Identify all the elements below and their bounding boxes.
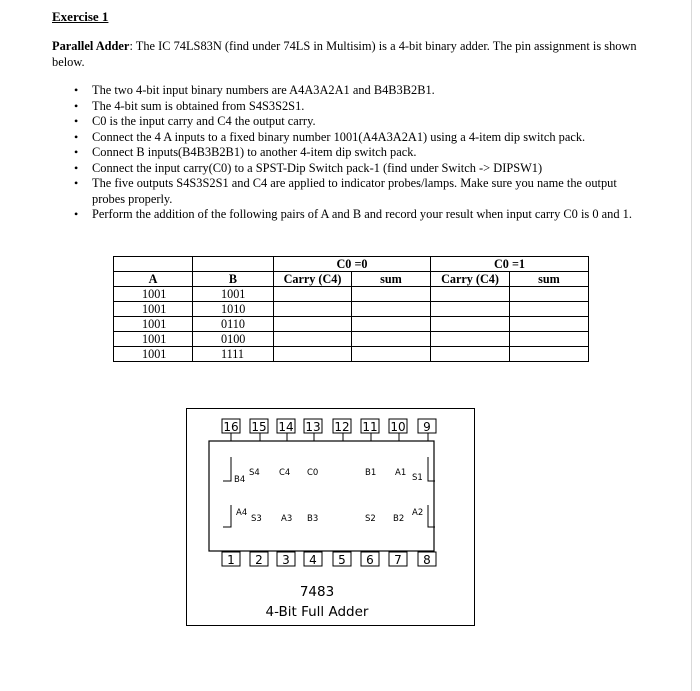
list-item: • The five outputs S4S3S2S1 and C4 are applied to indicator probes/lamps. Make sure you name the output probes properly.: [74, 176, 617, 206]
header-b: B: [193, 272, 274, 287]
label-a3: A3: [281, 514, 293, 524]
cell-a: 1001: [114, 287, 193, 302]
header-c0-1: C0 =1: [431, 257, 589, 272]
bottom-pin-row: [222, 552, 436, 567]
bottom-pin-number: 1: [227, 553, 235, 567]
table-row: [114, 347, 589, 362]
table-row: [114, 317, 589, 332]
label-a1: A1: [395, 468, 407, 478]
label-b3: B3: [307, 514, 319, 524]
header-a: A: [114, 272, 193, 287]
bottom-pin-number: 7: [394, 553, 402, 567]
bottom-pin-number: 2: [255, 553, 263, 567]
instruction-list: [70, 83, 640, 223]
top-pin-number: 11: [362, 420, 378, 434]
label-s4: S4: [249, 468, 260, 478]
results-table: [113, 256, 589, 362]
top-pin-row: [222, 419, 436, 434]
top-pin-number: 16: [223, 420, 239, 434]
bottom-pin-number: 3: [282, 553, 290, 567]
label-b4: B4: [234, 475, 246, 485]
chip-description: 4-Bit Full Adder: [265, 604, 369, 620]
list-item: • Perform the addition of the following pairs of A and B and record your result when input carry C0 is 0 and 1.: [74, 207, 632, 221]
label-b1: B1: [365, 468, 377, 478]
header-sum-0: sum: [352, 272, 431, 287]
bullet-icon: •: [74, 160, 79, 175]
header-sum-1: sum: [510, 272, 589, 287]
bullet-icon: •: [74, 176, 79, 190]
label-s3: S3: [251, 514, 262, 524]
bullet-icon: •: [74, 129, 79, 144]
cell-b: 0110: [193, 317, 274, 332]
cell-a: 1001: [114, 347, 193, 362]
header-c0-0: C0 =0: [274, 257, 431, 272]
cell-a: 1001: [114, 302, 193, 317]
label-a2: A2: [412, 508, 424, 518]
top-pin-number: 9: [423, 420, 431, 434]
header-carry-0: Carry (C4): [274, 272, 352, 287]
cell-b: 1111: [193, 347, 274, 362]
list-item: • The two 4-bit input binary numbers are A4A3A2A1 and B4B3B2B1.: [74, 83, 435, 97]
top-pin-number: 13: [305, 420, 321, 434]
part-number: 7483: [299, 584, 335, 600]
cell-b: 0100: [193, 332, 274, 347]
chip-pinout-svg: [187, 409, 474, 625]
cell-b: 1001: [193, 287, 274, 302]
chip-body: [209, 441, 434, 551]
top-pin-number: 15: [251, 420, 267, 434]
top-pin-number: 12: [334, 420, 350, 434]
intro-bold: Parallel Adder: [52, 39, 130, 53]
bullet-icon: •: [74, 98, 79, 113]
chip-diagram: [186, 408, 475, 626]
top-pin-number: 10: [390, 420, 406, 434]
list-item: • Connect B inputs(B4B3B2B1) to another 4-item dip switch pack.: [74, 145, 417, 159]
bottom-pin-number: 6: [366, 553, 374, 567]
header-carry-1: Carry (C4): [431, 272, 510, 287]
label-c4: C4: [279, 468, 291, 478]
bottom-pin-number: 8: [423, 553, 431, 567]
label-a4: A4: [236, 508, 248, 518]
table-row: [114, 302, 589, 317]
intro-text: : The IC 74LS83N (find under 74LS in Multisim) is a 4-bit binary adder. The pin assignment is shown below.: [52, 39, 637, 69]
cell-a: 1001: [114, 317, 193, 332]
cell-b: 1010: [193, 302, 274, 317]
cell-a: 1001: [114, 332, 193, 347]
table-row: [114, 332, 589, 347]
label-c0: C0: [307, 468, 319, 478]
bullet-icon: •: [74, 83, 79, 97]
list-item: • Connect the input carry(C0) to a SPST-Dip Switch pack-1 (find under Switch -> DIPSW1): [74, 160, 543, 175]
table-row: [114, 287, 589, 302]
list-item: • C0 is the input carry and C4 the output carry.: [74, 114, 316, 128]
list-item: • Connect the 4 A inputs to a fixed binary number 1001(A4A3A2A1) using a 4-item dip switch pack.: [74, 129, 586, 144]
page-edge: [691, 0, 692, 691]
bottom-pin-number: 5: [338, 553, 346, 567]
bullet-icon: •: [74, 114, 79, 128]
list-item: • The 4-bit sum is obtained from S4S3S2S1.: [74, 98, 305, 113]
label-b2: B2: [393, 514, 405, 524]
exercise-title: Exercise 1: [52, 9, 109, 24]
bottom-pin-number: 4: [309, 553, 317, 567]
top-pin-number: 14: [278, 420, 294, 434]
label-s1: S1: [412, 473, 423, 483]
bullet-icon: •: [74, 207, 79, 221]
label-s2: S2: [365, 514, 376, 524]
intro-paragraph: [52, 38, 652, 70]
bullet-icon: •: [74, 145, 79, 159]
